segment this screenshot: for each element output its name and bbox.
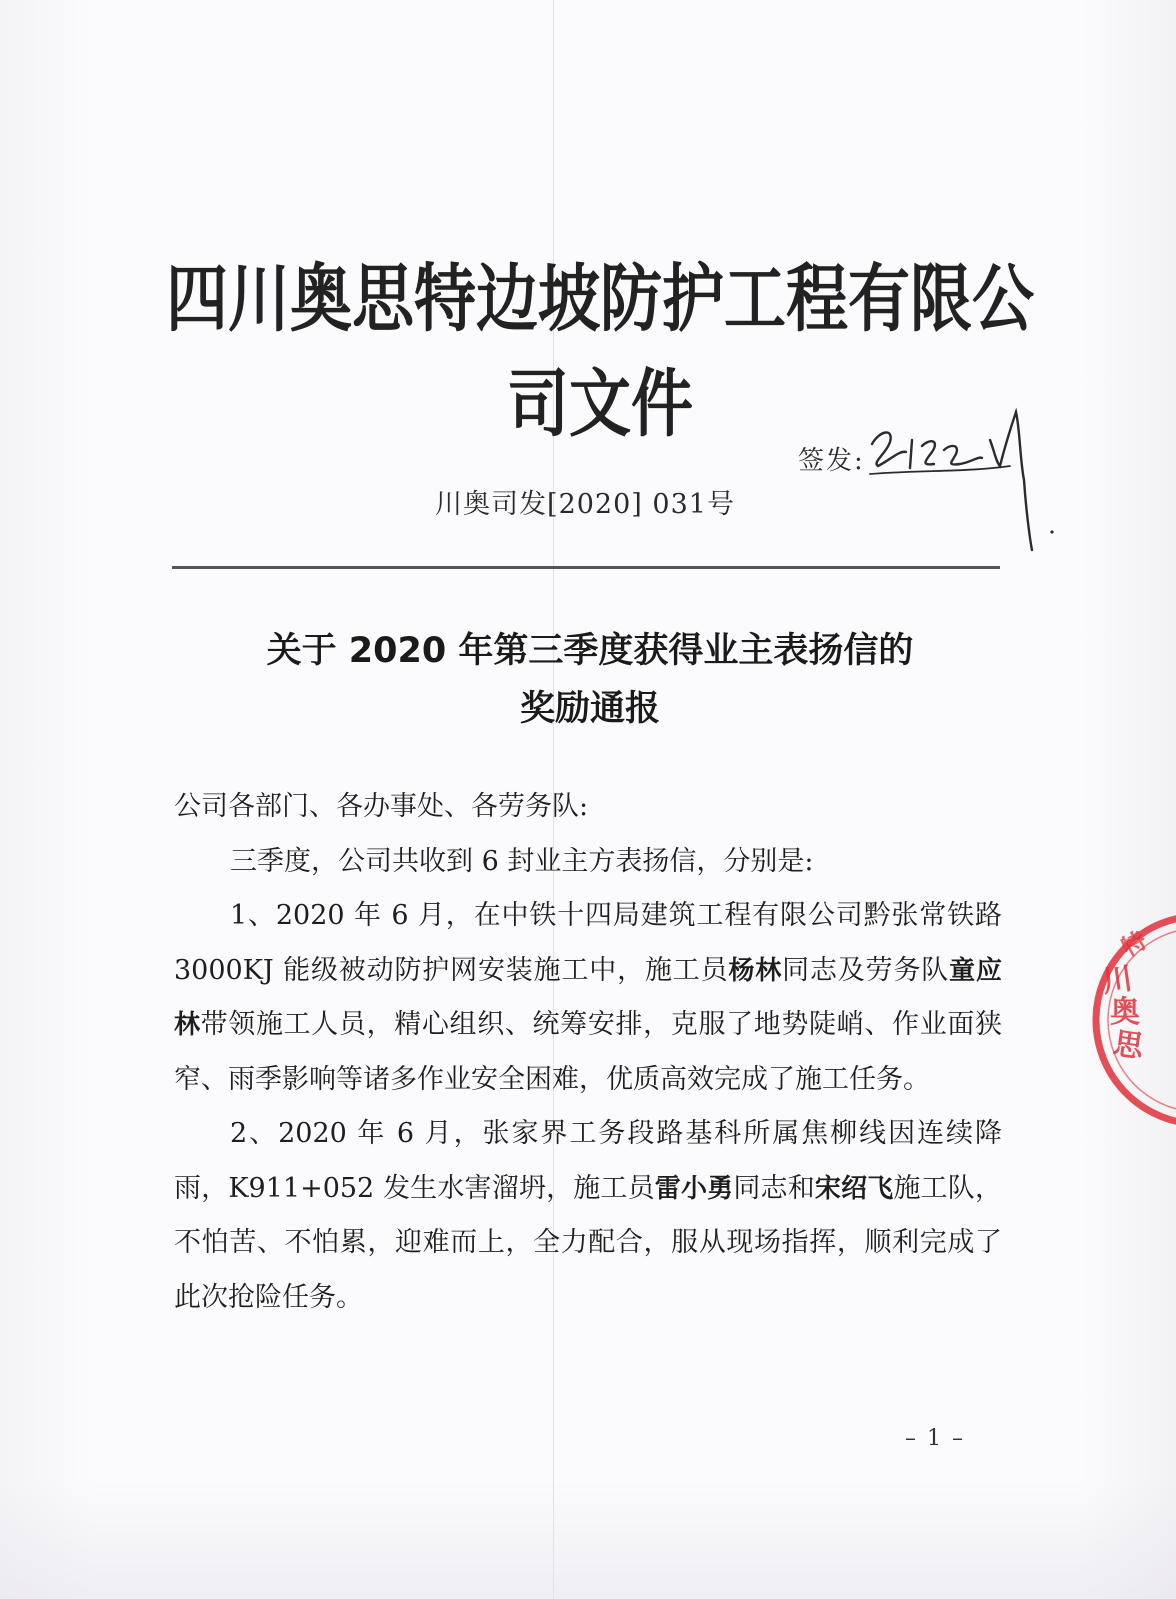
scan-shading	[0, 1480, 1176, 1599]
svg-text:奥: 奥	[1110, 995, 1140, 1030]
notice-title	[150, 622, 1030, 738]
item-1-text-b: 同志及劳务队	[782, 954, 950, 986]
item-2-text-a: 2、2020 年 6 月，张家界工务段路基科所属焦柳线因连续降雨，K911+052 发生水害溜坍，施工员	[174, 1118, 1002, 1204]
notice-title-line2: 奖励通报	[519, 689, 660, 729]
item-2-person-2: 宋绍飞	[814, 1173, 894, 1204]
item-2-paragraph	[174, 1107, 1002, 1325]
svg-text:特: 特	[1116, 925, 1152, 963]
item-1-paragraph	[174, 889, 1002, 1107]
item-2-text-c: 施工队，不怕苦、不怕累，迎难而上，全力配合，服从现场指挥，顺利完成了此次抢险任务。	[174, 1172, 1002, 1313]
item-1-text-c: 带领施工人员，精心组织、统筹安排，克服了地势陡峭、作业面狭窄、雨季影响等诸多作业安全困难，优质高效完成了施工任务。	[174, 1009, 1002, 1095]
signer-block	[798, 440, 865, 477]
item-2-person-1: 雷小勇	[654, 1173, 734, 1204]
item-1-person-2: 童应林	[174, 955, 1002, 1040]
svg-text:思: 思	[1110, 1026, 1146, 1066]
document-header-title: 四川奥思特边坡防护工程有限公司文件	[165, 255, 1034, 447]
handwritten-signature	[860, 400, 1060, 560]
salutation: 公司各部门、各办事处、各劳务队:	[174, 791, 589, 822]
item-1-person-1: 杨林	[728, 955, 783, 986]
notice-title-line1: 关于 2020 年第三季度获得业主表扬信的	[266, 631, 914, 671]
company-seal-stamp	[1080, 910, 1176, 1130]
document-number: 川奥司发[2020] 031号	[435, 489, 735, 520]
notice-body	[174, 780, 1002, 1325]
header-divider	[172, 566, 1000, 569]
item-1-text-a: 1、2020 年 6 月，在中铁十四局建筑工程有限公司黔张常铁路 3000KJ 能级被动防护网安装施工中，施工员	[174, 900, 1002, 986]
page-number: – 1 –	[905, 1426, 965, 1451]
svg-text:川: 川	[1100, 961, 1135, 1000]
item-2-text-b: 同志和	[733, 1172, 815, 1204]
intro-paragraph: 三季度，公司共收到 6 封业主方表扬信，分别是:	[230, 845, 814, 877]
signer-label: 签发:	[798, 446, 865, 476]
